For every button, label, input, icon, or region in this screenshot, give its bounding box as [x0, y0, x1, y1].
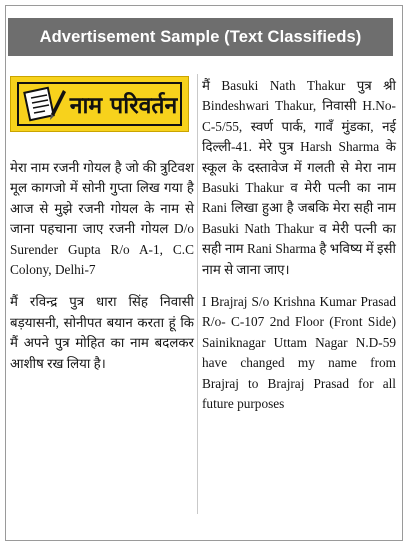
page-title: Advertisement Sample (Text Classifieds)	[8, 18, 393, 56]
badge-inner	[17, 82, 182, 126]
ad-text-rajni-goel: मेरा नाम रजनी गोयल है जो की त्रुटिवश मूल कागजो में सोनी गुप्ता लिख गया है आज से मुझे रजनी गोयल के नाम से जाना पहचाना जाए रजनी गोयल D/o Surender Gupta R/o A-1, C.C Colony, Delhi-7	[10, 160, 194, 278]
pen-paper-icon	[21, 84, 67, 124]
badge-title: नाम परिवर्तन	[69, 93, 178, 119]
right-column	[202, 76, 396, 415]
left-column	[10, 158, 194, 374]
ad-text-ravindra: मैं रविन्द्र पुत्र धारा सिंह निवासी बड़यासनी, सोनीपत बयान करता हूं कि मैं अपने पुत्र मोहित का नाम बदलकर आशीष रख लिया है।	[10, 294, 194, 371]
ad-text-basuki-nath-thakur: मैं Basuki Nath Thakur पुत्र श्री Bindeshwari Thakur, निवासी H.No-C-5/55, स्वर्ण पार्क, गावँ मुंडका, नई दिल्ली-41. मेरे पुत्र Harsh Sharma के स्कूल के दस्तावेज में गलती से मेरा नाम Basuki Thakur व मेरी पत्नी का नाम Rani लिखा हुआ है जबकि मेरा सही नाम Basuki Nath Thakur व मेरी पत्नी का सही नाम Rani Sharma है भविष्य में इसी नाम से जाना जाए।	[202, 78, 396, 277]
column-divider	[197, 74, 198, 514]
ad-text-brajraj: I Brajraj S/o Krishna Kumar Prasad R/o- C-107 2nd Floor (Front Side) Sainiknagar Uttam Nagar N.D-59 have changed my name from Brajraj to Brajraj Prasad for all future purposes	[202, 294, 396, 412]
name-change-badge	[10, 76, 189, 132]
